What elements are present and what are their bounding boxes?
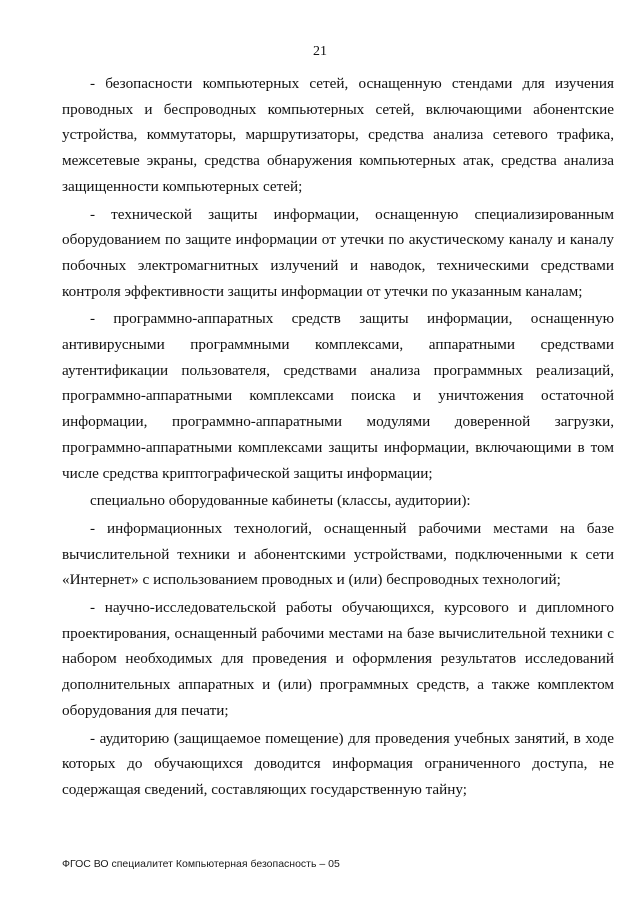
paragraph-technical-protection-lab: - технической защиты информации, оснащенную специализированным оборудованием по защите информации от утечки по акустическому каналу и каналу побочных электромагнитных излучений и наводок, техническими средствами контроля эффективности защиты информации от утечки по указанным каналам; [62, 205, 614, 300]
page-number: 21 [313, 44, 327, 59]
body-text [62, 71, 614, 805]
paragraph-hardware-software-lab: - программно-аппаратных средств защиты информации, оснащенную антивирусными программными комплексами, аппаратными средствами аутентификации пользователя, средствами анализа программных реализаций, программно-аппаратными комплексами поиска и уничтожения остаточной информации, программно-аппаратными модулями доверенной загрузки, программно-аппаратными комплексами защиты информации, включающими в том числе средства криптографической защиты информации; [62, 310, 614, 482]
paragraph-network-security-lab: - безопасности компьютерных сетей, оснащенную стендами для изучения проводных и беспроводных компьютерных сетей, включающими абонентские устройства, коммутаторы, маршрутизаторы, средства анализа сетевого трафика, межсетевые экраны, средства обнаружения компьютерных атак, средства анализа защищенности компьютерных сетей; [62, 75, 614, 195]
page-footer: ФГОС ВО специалитет Компьютерная безопасность – 05 [62, 858, 340, 870]
paragraph-it-room: - информационных технологий, оснащенный рабочими местами на базе вычислительной техники и абонентскими устройствами, подключенными к сети «Интернет» с использованием проводных и (или) беспроводных технологий; [62, 519, 614, 589]
paragraph-protected-room: - аудиторию (защищаемое помещение) для проведения учебных занятий, в ходе которых до обучающихся доводится информация ограниченного доступа, не содержащая сведений, составляющих государственную тайну; [62, 729, 614, 798]
paragraph-research-room: - научно-исследовательской работы обучающихся, курсового и дипломного проектирования, оснащенный рабочими местами на базе вычислительной техники с набором необходимых для проведения и оформления результатов исследований дополнительных аппаратных и (или) программных средств, а также комплектом оборудования для печати; [62, 599, 614, 719]
paragraph-special-rooms-heading: специально оборудованные кабинеты (классы, аудитории): [90, 492, 471, 510]
